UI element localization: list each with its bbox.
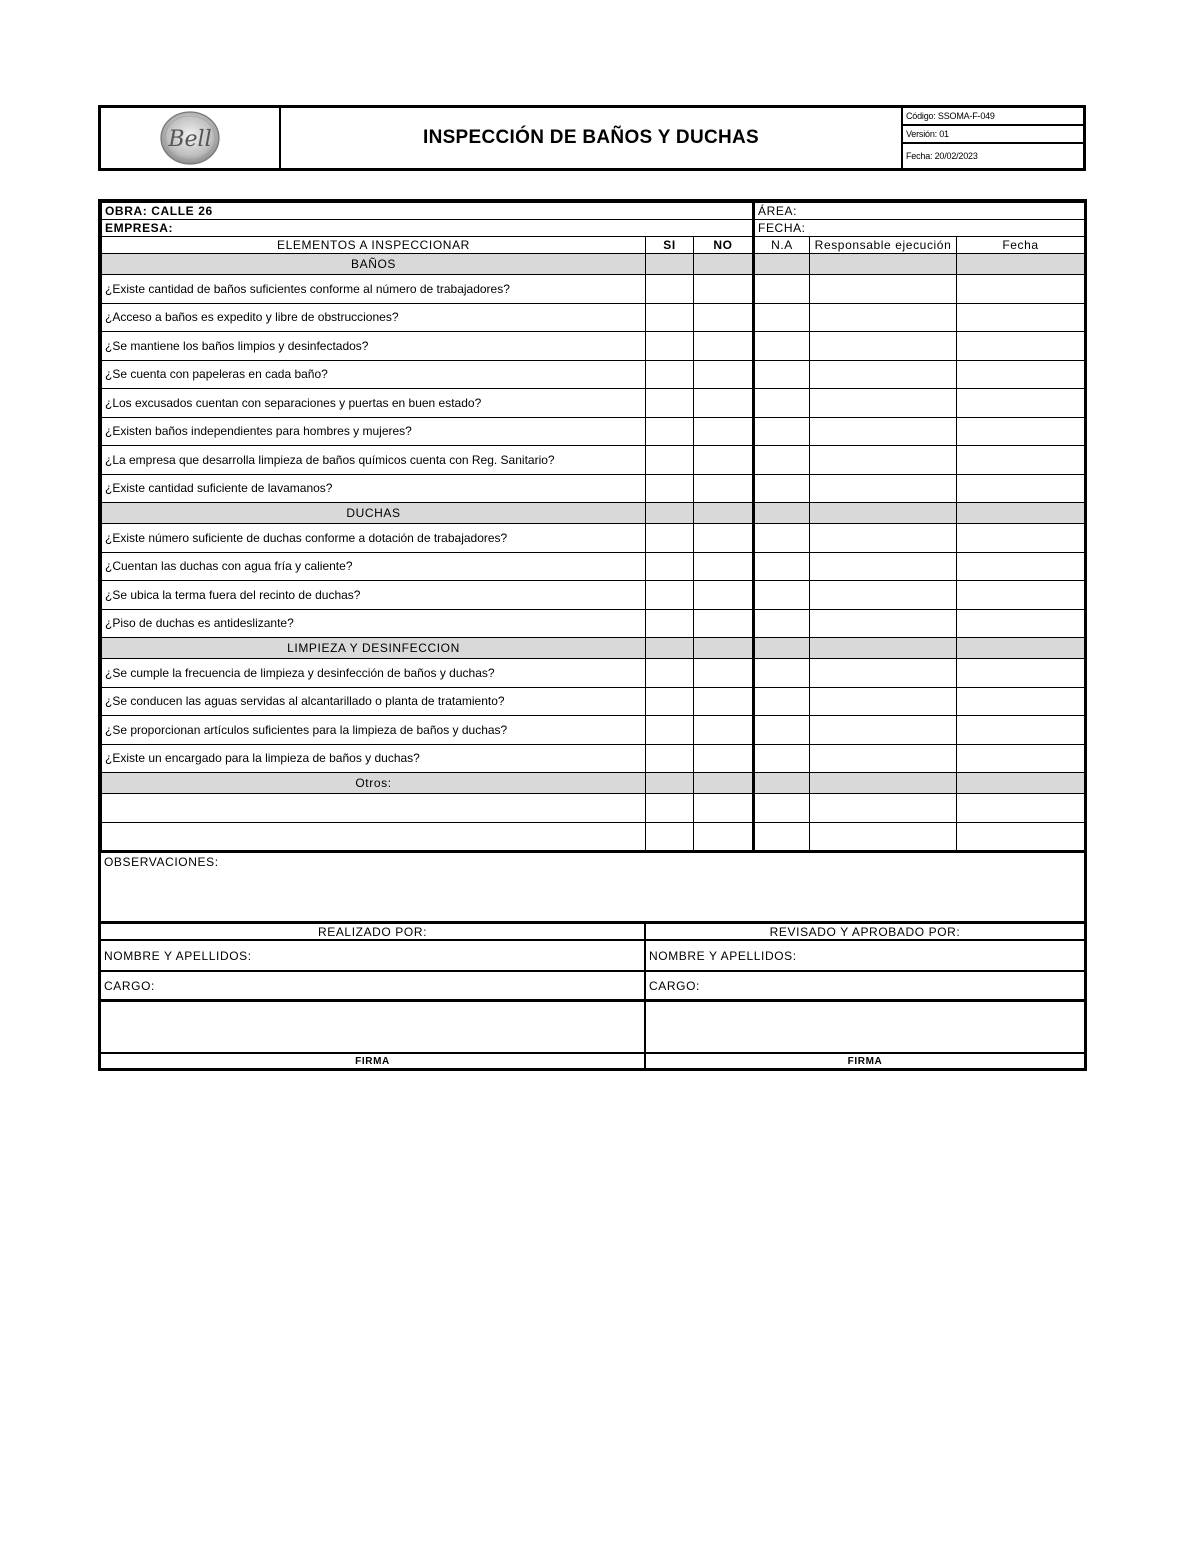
section-cell [810,638,957,659]
responsable-input-cell[interactable] [810,822,957,851]
na-checkbox-cell[interactable] [754,609,810,638]
si-checkbox-cell[interactable] [646,687,694,716]
na-checkbox-cell[interactable] [754,794,810,823]
question-row [102,552,1085,581]
svg-text:Bell: Bell [168,127,212,152]
question-row [102,581,1085,610]
no-checkbox-cell[interactable] [694,581,754,610]
si-checkbox-cell[interactable] [646,360,694,389]
document-header [98,105,1086,171]
section-cell [694,638,754,659]
question-text: ¿Se conducen las aguas servidas al alcantarillado o planta de tratamiento? [102,687,646,716]
otros-text-cell[interactable] [102,794,646,823]
fecha-input-cell[interactable] [957,609,1085,638]
no-checkbox-cell[interactable] [694,794,754,823]
realizado-header: REALIZADO POR: [101,924,644,941]
section-cell [957,638,1085,659]
responsable-input-cell[interactable] [810,687,957,716]
section-row-banos [102,254,1085,275]
revisado-firma-label: FIRMA [847,1055,883,1067]
revisado-header: REVISADO Y APROBADO POR: [646,924,1084,941]
section-cell [810,254,957,275]
na-checkbox-cell[interactable] [754,822,810,851]
col-header-fecha: Fecha [957,237,1085,254]
si-checkbox-cell[interactable] [646,659,694,688]
no-checkbox-cell[interactable] [694,716,754,745]
question-row [102,332,1085,361]
doc-version: Versión: 01 [903,126,1083,144]
section-cell [810,773,957,794]
si-checkbox-cell[interactable] [646,389,694,418]
section-row-limpieza [102,638,1085,659]
question-row [102,389,1085,418]
section-cell [754,503,810,524]
question-row [102,417,1085,446]
otros-blank-row [102,822,1085,851]
logo-emblem-icon [158,109,222,167]
section-cell [694,773,754,794]
observaciones-field[interactable]: OBSERVACIONES: [101,851,1084,921]
responsable-input-cell[interactable] [810,303,957,332]
si-checkbox-cell[interactable] [646,552,694,581]
fecha-input-cell[interactable] [957,446,1085,475]
section-cell [646,503,694,524]
si-checkbox-cell[interactable] [646,417,694,446]
col-header-responsable: Responsable ejecución [810,237,957,254]
revisado-column [646,924,1084,1068]
fecha-field[interactable]: FECHA: [754,220,1085,237]
question-row [102,524,1085,553]
doc-code: Código: SSOMA-F-049 [903,108,1083,126]
na-checkbox-cell[interactable] [754,275,810,304]
obra-field[interactable]: OBRA: CALLE 26 [102,203,754,220]
section-row-duchas [102,503,1085,524]
na-checkbox-cell[interactable] [754,744,810,773]
section-cell [646,773,694,794]
fecha-input-cell[interactable] [957,524,1085,553]
si-checkbox-cell[interactable] [646,524,694,553]
fecha-input-cell[interactable] [957,687,1085,716]
responsable-input-cell[interactable] [810,275,957,304]
realizado-column [101,924,646,1068]
question-text: ¿Cuentan las duchas con agua fría y caliente? [102,552,646,581]
area-field[interactable]: ÁREA: [754,203,1085,220]
question-row [102,360,1085,389]
si-checkbox-cell[interactable] [646,716,694,745]
section-cell [957,254,1085,275]
na-checkbox-cell[interactable] [754,417,810,446]
fecha-input-cell[interactable] [957,275,1085,304]
document-title: INSPECCIÓN DE BAÑOS Y DUCHAS [281,108,903,168]
question-text: ¿Se cumple la frecuencia de limpieza y desinfección de baños y duchas? [102,659,646,688]
question-text: ¿Existe cantidad suficiente de lavamanos? [102,474,646,503]
si-checkbox-cell[interactable] [646,581,694,610]
responsable-input-cell[interactable] [810,474,957,503]
na-checkbox-cell[interactable] [754,389,810,418]
section-row-otros [102,773,1085,794]
responsable-input-cell[interactable] [810,552,957,581]
question-text: ¿Piso de duchas es antideslizante? [102,609,646,638]
no-checkbox-cell[interactable] [694,659,754,688]
question-row [102,609,1085,638]
no-checkbox-cell[interactable] [694,303,754,332]
column-header-row [102,237,1085,254]
na-checkbox-cell[interactable] [754,360,810,389]
na-checkbox-cell[interactable] [754,446,810,475]
section-cell [810,503,957,524]
na-checkbox-cell[interactable] [754,659,810,688]
question-row [102,716,1085,745]
question-text: ¿La empresa que desarrolla limpieza de baños químicos cuenta con Reg. Sanitario? [102,446,646,475]
na-checkbox-cell[interactable] [754,474,810,503]
question-text: ¿Se cuenta con papeleras en cada baño? [102,360,646,389]
responsable-input-cell[interactable] [810,744,957,773]
company-logo [101,108,281,168]
inspection-table [101,202,1085,851]
fecha-input-cell[interactable] [957,794,1085,823]
question-row [102,303,1085,332]
question-row [102,659,1085,688]
question-text: ¿Se ubica la terma fuera del recinto de duchas? [102,581,646,610]
section-cell [646,638,694,659]
col-header-si: SI [646,237,694,254]
fecha-input-cell[interactable] [957,389,1085,418]
si-checkbox-cell[interactable] [646,303,694,332]
no-checkbox-cell[interactable] [694,552,754,581]
responsable-input-cell[interactable] [810,794,957,823]
na-checkbox-cell[interactable] [754,716,810,745]
otros-blank-row [102,794,1085,823]
col-header-na: N.A [754,237,810,254]
si-checkbox-cell[interactable] [646,474,694,503]
na-checkbox-cell[interactable] [754,687,810,716]
section-cell [646,254,694,275]
no-checkbox-cell[interactable] [694,474,754,503]
info-row-empresa [102,220,1085,237]
question-text: ¿Acceso a baños es expedito y libre de obstrucciones? [102,303,646,332]
revisado-nombre-field[interactable]: NOMBRE Y APELLIDOS: [646,941,1084,972]
question-row [102,446,1085,475]
realizado-cargo-field[interactable]: CARGO: [101,972,644,1002]
si-checkbox-cell[interactable] [646,794,694,823]
si-checkbox-cell[interactable] [646,332,694,361]
question-row [102,687,1085,716]
realizado-signature-area[interactable] [101,1002,644,1054]
responsable-input-cell[interactable] [810,332,957,361]
inspection-form [98,199,1087,1071]
section-cell [754,773,810,794]
question-text: ¿Se proporcionan artículos suficientes para la limpieza de baños y duchas? [102,716,646,745]
responsable-input-cell[interactable] [810,524,957,553]
fecha-input-cell[interactable] [957,332,1085,361]
realizado-nombre-field[interactable]: NOMBRE Y APELLIDOS: [101,941,644,972]
fecha-input-cell[interactable] [957,716,1085,745]
no-checkbox-cell[interactable] [694,332,754,361]
section-title-limpieza: LIMPIEZA Y DESINFECCION [102,638,646,659]
si-checkbox-cell[interactable] [646,275,694,304]
responsable-input-cell[interactable] [810,609,957,638]
fecha-input-cell[interactable] [957,360,1085,389]
question-text: ¿Existe cantidad de baños suficientes conforme al número de trabajadores? [102,275,646,304]
section-cell [957,503,1085,524]
si-checkbox-cell[interactable] [646,744,694,773]
si-checkbox-cell[interactable] [646,446,694,475]
revisado-signature-area[interactable] [646,1002,1084,1054]
section-cell [694,254,754,275]
responsable-input-cell[interactable] [810,417,957,446]
na-checkbox-cell[interactable] [754,332,810,361]
no-checkbox-cell[interactable] [694,609,754,638]
question-row [102,275,1085,304]
question-row [102,744,1085,773]
section-title-otros: Otros: [102,773,646,794]
na-checkbox-cell[interactable] [754,303,810,332]
fecha-input-cell[interactable] [957,303,1085,332]
document-meta [903,108,1083,168]
col-header-elementos: ELEMENTOS A INSPECCIONAR [102,237,646,254]
responsable-input-cell[interactable] [810,659,957,688]
no-checkbox-cell[interactable] [694,275,754,304]
realizado-firma-label: FIRMA [355,1055,390,1067]
revisado-cargo-field[interactable]: CARGO: [646,972,1084,1002]
fecha-input-cell[interactable] [957,581,1085,610]
question-text: ¿Los excusados cuentan con separaciones y puertas en buen estado? [102,389,646,418]
question-text: ¿Se mantiene los baños limpios y desinfectados? [102,332,646,361]
responsable-input-cell[interactable] [810,581,957,610]
si-checkbox-cell[interactable] [646,822,694,851]
question-row [102,474,1085,503]
otros-text-cell[interactable] [102,822,646,851]
section-cell [754,638,810,659]
fecha-input-cell[interactable] [957,474,1085,503]
section-cell [694,503,754,524]
question-text: ¿Existen baños independientes para hombres y mujeres? [102,417,646,446]
question-text: ¿Existe un encargado para la limpieza de baños y duchas? [102,744,646,773]
doc-date: Fecha: 20/02/2023 [906,151,978,161]
responsable-input-cell[interactable] [810,389,957,418]
responsable-input-cell[interactable] [810,360,957,389]
no-checkbox-cell[interactable] [694,744,754,773]
fecha-input-cell[interactable] [957,552,1085,581]
na-checkbox-cell[interactable] [754,581,810,610]
si-checkbox-cell[interactable] [646,609,694,638]
empresa-field[interactable]: EMPRESA: [102,220,754,237]
col-header-no: NO [694,237,754,254]
no-checkbox-cell[interactable] [694,524,754,553]
no-checkbox-cell[interactable] [694,417,754,446]
signature-section [101,921,1084,1068]
section-cell [754,254,810,275]
responsable-input-cell[interactable] [810,446,957,475]
fecha-input-cell[interactable] [957,744,1085,773]
section-title-duchas: DUCHAS [102,503,646,524]
question-text: ¿Existe número suficiente de duchas conforme a dotación de trabajadores? [102,524,646,553]
fecha-input-cell[interactable] [957,417,1085,446]
no-checkbox-cell[interactable] [694,389,754,418]
fecha-input-cell[interactable] [957,659,1085,688]
section-title-banos: BAÑOS [102,254,646,275]
responsable-input-cell[interactable] [810,716,957,745]
no-checkbox-cell[interactable] [694,446,754,475]
no-checkbox-cell[interactable] [694,360,754,389]
na-checkbox-cell[interactable] [754,552,810,581]
fecha-input-cell[interactable] [957,822,1085,851]
info-row-obra [102,203,1085,220]
no-checkbox-cell[interactable] [694,687,754,716]
section-cell [957,773,1085,794]
no-checkbox-cell[interactable] [694,822,754,851]
na-checkbox-cell[interactable] [754,524,810,553]
